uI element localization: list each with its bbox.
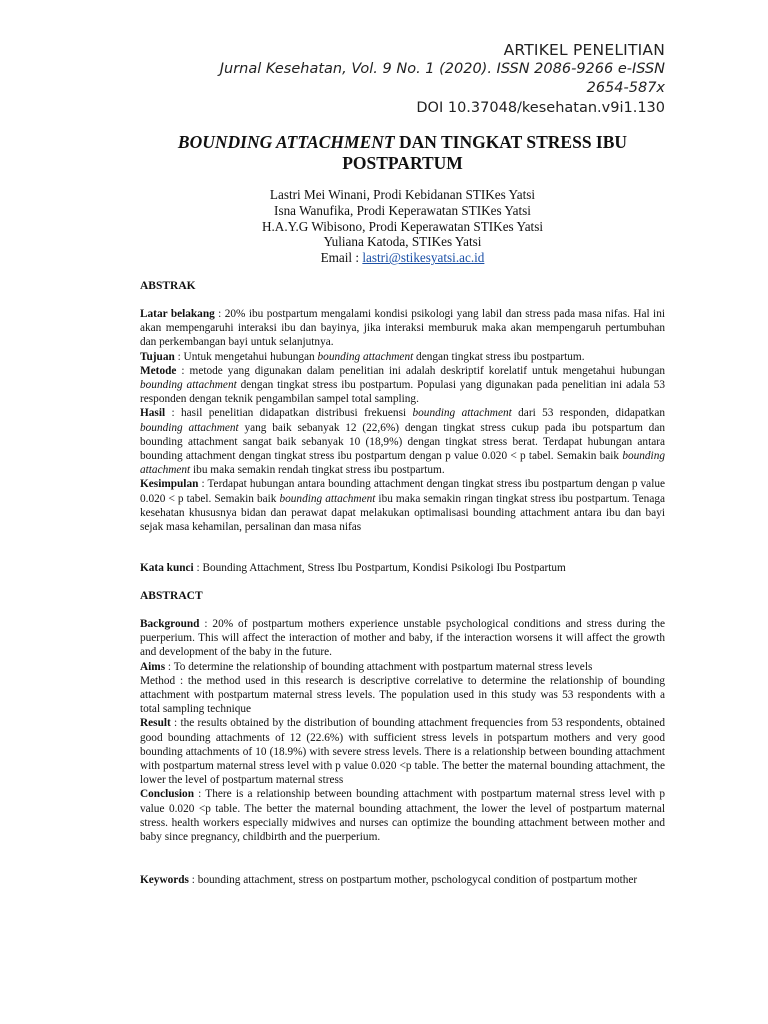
abstrak-hasil bbox=[140, 406, 665, 477]
latar-text: : 20% ibu postpartum mengalami kondisi psikologi yang labil dan stress pada masa nifas. Hal ini akan mempengaruhi interaksi ibu dan bayinya, jika interaksi memburuk maka akan mempengaruh pertumbuhan dan perkembangan bayi untuk selanjutnya. bbox=[140, 308, 665, 349]
latar-label: Latar belakang bbox=[140, 308, 215, 320]
conclusion-text: : There is a relationship between bounding attachment with postpartum maternal stress level with p value 0.020 <p table. The better the maternal bounding attachment, the lower the level of postpartum maternal stress. health workers especially midwives and nurses can optimize the bounding attachment between mother and baby since pregnancy, childbirth and the puerperium. bbox=[140, 788, 665, 844]
author-4: Yuliana Katoda, STIKes Yatsi bbox=[323, 234, 482, 250]
kata-kunci-text: : Bounding Attachment, Stress Ibu Postpartum, Kondisi Psikologi Ibu Postpartum bbox=[193, 562, 566, 574]
title-line-2: POSTPARTUM bbox=[342, 153, 463, 173]
author-3: H.A.Y.G Wibisono, Prodi Keperawatan STIKes Yatsi bbox=[261, 218, 544, 234]
abstract-conclusion bbox=[140, 787, 665, 844]
metode-text-2: dengan tingkat stress ibu postpartum. Populasi yang digunakan pada penelitian ini adala 53 responden dengan teknik pengambilan sampel total sampling. bbox=[140, 379, 666, 406]
result-label: Result bbox=[140, 717, 171, 730]
author-2: Isna Wanufika, Prodi Keperawatan STIKes Yatsi bbox=[274, 202, 531, 218]
hasil-em-3: bounding attachment bbox=[140, 450, 665, 477]
abstract-method: Method : the method used in this research is descriptive correlative to determine the relationship of bounding attachment with postpartum maternal stress levels. The population used in this study was 53 respondents with a total sampling technique bbox=[140, 674, 665, 716]
hasil-text-3: yang baik sebanyak 12 (22,6%) dengan tingkat stress cukup pada ibu potspartum dan bounding attachment sangat baik sebanyak 10 (18,9%) dengan tingkat stress berat. Terdapat hubungan antara bounding attachment dengan tingkat stress ibu postpartum dengan p value 0.020 < p tabel. Semakin baik bbox=[140, 421, 665, 463]
kesimpulan-text-1: : Terdapat hubungan antara bounding attachment dengan tingkat stress ibu postpartum dengan p value 0.020 < p tabel. Semakin baik bbox=[140, 478, 665, 505]
abstrak-tujuan bbox=[140, 350, 665, 364]
title-italic: BOUNDING ATTACHMENT bbox=[177, 132, 395, 152]
hasil-label: Hasil bbox=[140, 407, 166, 420]
hasil-em-2: bounding attachment bbox=[140, 421, 239, 434]
author-1: Lastri Mei Winani, Prodi Kebidanan STIKes Yatsi bbox=[269, 187, 536, 202]
kata-kunci bbox=[140, 561, 665, 575]
issn-continuation: 2654-587x bbox=[586, 80, 665, 96]
abstrak-heading: ABSTRAK bbox=[140, 280, 196, 292]
abstrak-section bbox=[140, 307, 665, 534]
hasil-text-1: : hasil penelitian didapatkan distribusi frekuensi bbox=[165, 407, 413, 420]
kesimpulan-label: Kesimpulan bbox=[140, 478, 199, 491]
abstract-heading-block bbox=[140, 589, 665, 603]
email-line bbox=[140, 250, 665, 266]
abstract-result bbox=[140, 716, 665, 787]
metode-label: Metode bbox=[140, 364, 177, 377]
email-link[interactable]: lastri@stikesyatsi.ac.id bbox=[362, 250, 485, 266]
tujuan-label: Tujuan bbox=[140, 350, 175, 363]
aims-text: : To determine the relationship of bounding attachment with postpartum maternal stress levels bbox=[165, 660, 593, 673]
abstrak-kesimpulan bbox=[140, 477, 665, 534]
tujuan-text-2: dengan tingkat stress ibu postpartum. bbox=[413, 350, 585, 363]
metode-em: bounding attachment bbox=[140, 379, 237, 392]
keywords-text: : bounding attachment, stress on postpartum mother, pschologycal condition of postpartum mother bbox=[188, 874, 638, 886]
result-text: : the results obtained by the distribution of bounding attachment frequencies from 53 respondents, obtained good bounding attachments of 12 (22.6%) with sufficient stress levels in potspartum mothers and very good bounding attachments of 10 (18.9%) with severe stress levels. There is a relationship between bounding attachment with postpartum maternal stress level with p value 0.020 <p table. The better the maternal bounding attachment, the lower the level of postpartum maternal stress bbox=[140, 717, 665, 787]
background-text: : 20% of postpartum mothers experience unstable psychological conditions and stress during the puerperium. This will affect the interaction of mother and baby, if the interaction worsens it will affect the growth and development of the baby in the future. bbox=[140, 618, 665, 659]
background-label: Background bbox=[140, 618, 200, 630]
keywords bbox=[140, 873, 665, 887]
article-title bbox=[140, 132, 665, 174]
title-rest: DAN TINGKAT STRESS IBU bbox=[394, 132, 628, 152]
email-label: Email : bbox=[320, 250, 363, 266]
article-type: ARTIKEL PENELITIAN bbox=[503, 41, 665, 59]
hasil-text-4: ibu maka semakin rendah tingkat stress ibu postpartum. bbox=[190, 464, 445, 477]
kesimpulan-em: bounding attachment bbox=[279, 492, 376, 505]
hasil-text-2: dari 53 responden, didapatkan bbox=[511, 407, 665, 420]
metode-text-1: : metode yang digunakan dalam penelitian ini adalah deskriptif korelatif untuk mengetahui hubungan bbox=[176, 364, 665, 377]
tujuan-text-1: : Untuk mengetahui hubungan bbox=[174, 350, 318, 363]
abstract-aims bbox=[140, 660, 665, 674]
abstract-section bbox=[140, 617, 665, 844]
tujuan-em: bounding attachment bbox=[317, 350, 414, 363]
abstract-heading: ABSTRACT bbox=[140, 590, 203, 602]
hasil-em-1: bounding attachment bbox=[412, 407, 512, 420]
aims-label: Aims bbox=[140, 660, 166, 673]
journal-citation: Jurnal Kesehatan, Vol. 9 No. 1 (2020). ISSN 2086-9266 e-ISSN bbox=[219, 61, 665, 77]
author-list bbox=[140, 187, 665, 266]
keywords-label: Keywords bbox=[140, 874, 189, 886]
kata-kunci-block bbox=[140, 561, 665, 575]
abstract-background bbox=[140, 617, 665, 660]
abstrak-metode bbox=[140, 364, 665, 407]
abstrak-heading-block bbox=[140, 279, 665, 293]
doi: DOI 10.37048/kesehatan.v9i1.130 bbox=[416, 100, 665, 116]
keywords-block bbox=[140, 873, 665, 887]
journal-header bbox=[170, 40, 665, 119]
kesimpulan-text-2: ibu maka semakin ringan tingkat stress ibu postpartum. Tenaga kesehatan khususnya bidan dan perawat dapat melakukan optimalisasi bounding attachment antara ibu dan bayi sejak masa kehamilan, persalinan dan masa nifas bbox=[140, 492, 665, 534]
abstrak-latar bbox=[140, 307, 665, 350]
conclusion-label: Conclusion bbox=[140, 788, 194, 801]
kata-kunci-label: Kata kunci bbox=[140, 562, 194, 574]
